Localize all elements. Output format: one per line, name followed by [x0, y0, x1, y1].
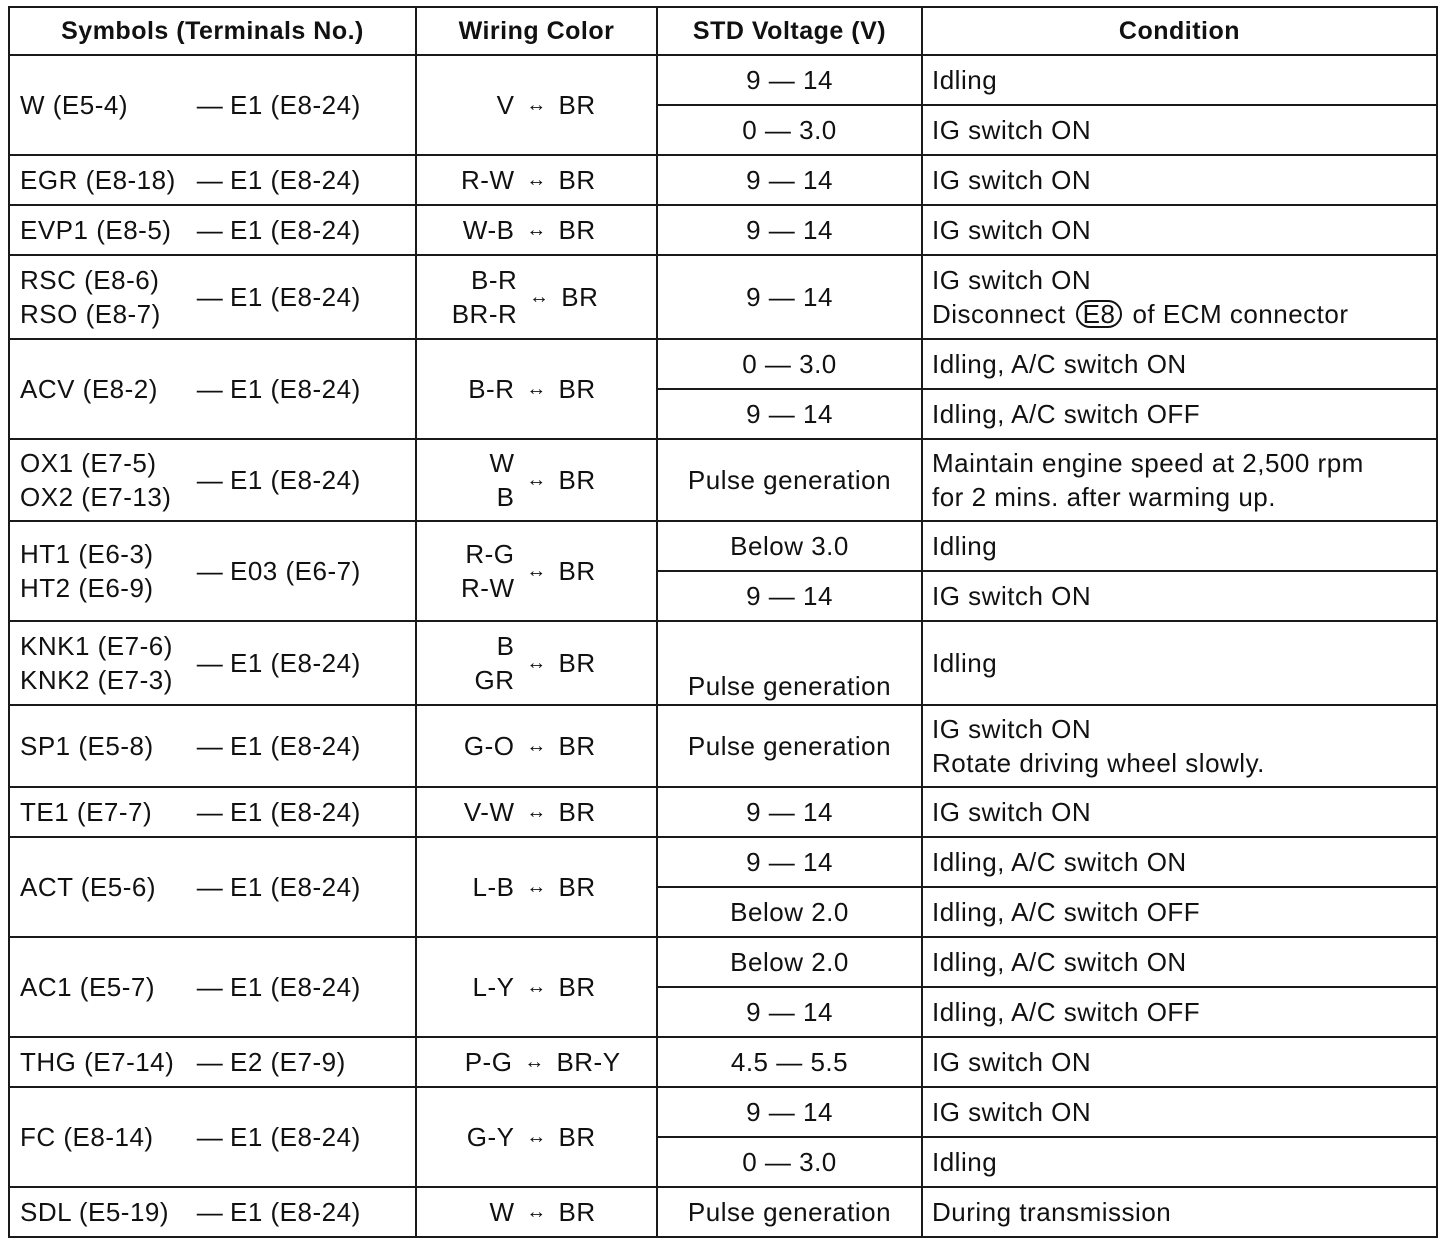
condition-text: IG switch ON	[932, 215, 1092, 245]
condition-text: IG switch ON	[932, 1097, 1092, 1127]
symbols-group	[20, 372, 415, 406]
std-voltage-cell: 9 — 14	[657, 837, 922, 887]
symbol-list	[20, 537, 190, 605]
ground-wire-color: BR	[558, 730, 596, 761]
std-voltage-cell: 9 — 14	[657, 1087, 922, 1137]
symbol-list	[20, 1120, 190, 1154]
ground-terminal: E1 (E8-24)	[230, 1121, 361, 1152]
bidirectional-arrow-icon: ↔	[524, 1050, 545, 1073]
ground-wire-color: BR	[558, 647, 596, 678]
condition-text: Idling	[932, 648, 998, 678]
wiring-cell	[416, 787, 657, 837]
wire-color: W-B	[462, 215, 515, 245]
symbol-list	[20, 372, 190, 406]
terminal-symbol: RSO (E8-7)	[20, 299, 161, 329]
std-voltage-cell: Below 3.0	[657, 521, 922, 571]
dash-separator: —	[196, 373, 224, 404]
ground-wire-color: BR	[558, 1196, 596, 1227]
condition-cell	[922, 55, 1437, 105]
wiring-cell	[416, 1087, 657, 1187]
symbol-list	[20, 263, 190, 331]
ground-wire-color: BR	[558, 464, 596, 495]
bidirectional-arrow-icon: ↔	[526, 651, 547, 674]
wire-colors	[455, 537, 515, 605]
wiring-cell	[416, 1037, 657, 1087]
std-voltage-cell: 9 — 14	[657, 205, 922, 255]
wiring-cell	[416, 621, 657, 705]
std-voltage-cell: 9 — 14	[657, 389, 922, 439]
symbol-list	[20, 970, 190, 1004]
wiring-cell	[416, 705, 657, 787]
wiring-group	[417, 870, 656, 904]
terminal-symbol: ACT (E5-6)	[20, 872, 156, 902]
bidirectional-arrow-icon: ↔	[526, 218, 547, 241]
dash-separator: —	[196, 464, 224, 495]
wire-color: W	[489, 448, 515, 478]
condition-text: Idling	[932, 531, 998, 561]
std-voltage-cell: 9 — 14	[657, 987, 922, 1037]
table-row	[9, 837, 1437, 887]
condition-cell	[922, 987, 1437, 1037]
wiring-group	[417, 795, 656, 829]
condition-text: Idling, A/C switch OFF	[932, 897, 1201, 927]
terminal-symbol: AC1 (E5-7)	[20, 972, 156, 1002]
std-voltage-cell: 9 — 14	[657, 787, 922, 837]
wiring-cell	[416, 255, 657, 339]
std-voltage-cell: 0 — 3.0	[657, 105, 922, 155]
condition-cell	[922, 1187, 1437, 1237]
wire-color: B	[496, 482, 515, 512]
header-symbols: Symbols (Terminals No.)	[9, 7, 416, 55]
wiring-group	[417, 1120, 656, 1154]
wiring-group	[417, 970, 656, 1004]
terminal-symbol: SDL (E5-19)	[20, 1197, 170, 1227]
condition-text: Idling	[932, 65, 998, 95]
condition-cell	[922, 205, 1437, 255]
wiring-group	[417, 163, 656, 197]
condition-text: IG switch ON	[932, 797, 1092, 827]
ground-terminal: E1 (E8-24)	[230, 971, 361, 1002]
wire-colors	[455, 372, 515, 406]
wire-colors	[455, 970, 515, 1004]
condition-cell	[922, 105, 1437, 155]
condition-cell	[922, 705, 1437, 787]
condition-text: IG switch ON	[932, 1047, 1092, 1077]
wiring-group	[417, 372, 656, 406]
wire-color: P-G	[464, 1047, 513, 1077]
table-row	[9, 705, 1437, 787]
symbols-cell	[9, 1087, 416, 1187]
condition-cell	[922, 339, 1437, 389]
wiring-group	[417, 629, 656, 697]
wire-colors	[455, 163, 515, 197]
symbols-group	[20, 870, 415, 904]
ground-wire-color: BR	[558, 164, 596, 195]
terminal-symbol: EGR (E8-18)	[20, 165, 176, 195]
condition-cell	[922, 389, 1437, 439]
bidirectional-arrow-icon: ↔	[526, 93, 547, 116]
ground-terminal: E1 (E8-24)	[230, 796, 361, 827]
table-row	[9, 155, 1437, 205]
ground-terminal: E1 (E8-24)	[230, 214, 361, 245]
wiring-cell	[416, 937, 657, 1037]
symbol-list	[20, 795, 190, 829]
condition-text: During transmission	[932, 1197, 1172, 1227]
table-row	[9, 521, 1437, 571]
condition-text: Idling, A/C switch OFF	[932, 997, 1201, 1027]
table-row	[9, 787, 1437, 837]
symbols-group	[20, 1195, 415, 1229]
wire-color: B	[496, 631, 515, 661]
terminal-symbol: KNK2 (E7-3)	[20, 665, 173, 695]
bidirectional-arrow-icon: ↔	[526, 1125, 547, 1148]
condition-text: Idling, A/C switch ON	[932, 847, 1187, 877]
symbols-group	[20, 729, 415, 763]
wire-colors	[455, 88, 515, 122]
condition-cell	[922, 255, 1437, 339]
condition-cell	[922, 155, 1437, 205]
symbols-cell	[9, 339, 416, 439]
bidirectional-arrow-icon: ↔	[526, 377, 547, 400]
terminal-symbol: SP1 (E5-8)	[20, 731, 154, 761]
condition-cell	[922, 621, 1437, 705]
wire-color: B-R	[471, 265, 518, 295]
table-row	[9, 205, 1437, 255]
wire-color: BR-R	[451, 299, 518, 329]
wiring-group	[417, 263, 656, 331]
wiring-cell	[416, 439, 657, 521]
note-prefix: Disconnect	[932, 299, 1066, 329]
symbols-cell	[9, 155, 416, 205]
wire-colors	[452, 1045, 512, 1079]
wire-color: V	[496, 90, 515, 120]
symbol-list	[20, 629, 190, 697]
header-row	[9, 7, 1437, 55]
condition-text: IG switch ON	[932, 714, 1092, 744]
symbols-group	[20, 1045, 415, 1079]
ground-wire-color: BR	[558, 796, 596, 827]
wire-colors	[455, 446, 515, 514]
std-voltage-cell: Pulse generation	[657, 705, 922, 787]
ground-terminal: E1 (E8-24)	[230, 373, 361, 404]
terminal-symbol: W (E5-4)	[20, 90, 128, 120]
condition-text: IG switch ON	[932, 115, 1092, 145]
symbols-cell	[9, 937, 416, 1037]
dash-separator: —	[196, 647, 224, 678]
dash-separator: —	[196, 730, 224, 761]
condition-cell	[922, 1137, 1437, 1187]
ground-wire-color: BR	[558, 871, 596, 902]
symbol-list	[20, 446, 190, 514]
std-voltage-cell: Pulse generation	[657, 621, 922, 705]
table-row	[9, 255, 1437, 339]
std-voltage-cell: 9 — 14	[657, 255, 922, 339]
symbol-list	[20, 163, 190, 197]
ecm-terminal-voltage-table	[8, 6, 1438, 1238]
wiring-group	[417, 729, 656, 763]
ground-terminal: E1 (E8-24)	[230, 164, 361, 195]
condition-text-line2: for 2 mins. after warming up.	[932, 482, 1276, 512]
ground-terminal: E1 (E8-24)	[230, 730, 361, 761]
condition-cell	[922, 837, 1437, 887]
wire-color: W	[489, 1197, 515, 1227]
wiring-cell	[416, 339, 657, 439]
ground-terminal: E1 (E8-24)	[230, 89, 361, 120]
ground-wire-color: BR	[558, 1121, 596, 1152]
connector-badge: E8	[1076, 300, 1123, 328]
dash-separator: —	[196, 1196, 224, 1227]
ground-wire-color: BR	[558, 214, 596, 245]
wiring-cell	[416, 205, 657, 255]
dash-separator: —	[196, 214, 224, 245]
terminal-symbol: EVP1 (E8-5)	[20, 215, 172, 245]
condition-text: IG switch ON	[932, 165, 1092, 195]
wire-color: L-B	[472, 872, 515, 902]
dash-separator: —	[196, 164, 224, 195]
ground-terminal: E1 (E8-24)	[230, 281, 361, 312]
symbols-cell	[9, 837, 416, 937]
wire-color: L-Y	[472, 972, 515, 1002]
wire-color: G-O	[463, 731, 515, 761]
std-voltage-cell: 9 — 14	[657, 155, 922, 205]
condition-text: Idling, A/C switch OFF	[932, 399, 1201, 429]
condition-cell	[922, 1087, 1437, 1137]
bidirectional-arrow-icon: ↔	[526, 875, 547, 898]
wiring-cell	[416, 155, 657, 205]
condition-cell	[922, 439, 1437, 521]
symbols-cell	[9, 439, 416, 521]
symbols-group	[20, 213, 415, 247]
symbols-group	[20, 537, 415, 605]
terminal-symbol: OX1 (E7-5)	[20, 448, 157, 478]
wiring-cell	[416, 1187, 657, 1237]
symbols-group	[20, 629, 415, 697]
symbols-cell	[9, 621, 416, 705]
ground-terminal: E03 (E6-7)	[230, 555, 361, 586]
terminal-symbol: HT1 (E6-3)	[20, 539, 154, 569]
condition-cell	[922, 521, 1437, 571]
condition-text: Maintain engine speed at 2,500 rpm	[932, 448, 1364, 478]
wiring-group	[417, 1045, 656, 1079]
table-row	[9, 339, 1437, 389]
wire-colors	[455, 870, 515, 904]
symbols-group	[20, 970, 415, 1004]
symbols-group	[20, 1120, 415, 1154]
wire-color: GR	[474, 665, 515, 695]
wiring-group	[417, 213, 656, 247]
header-std-voltage: STD Voltage (V)	[657, 7, 922, 55]
bidirectional-arrow-icon: ↔	[526, 168, 547, 191]
header-wiring-color: Wiring Color	[416, 7, 657, 55]
dash-separator: —	[196, 1121, 224, 1152]
wire-colors	[455, 795, 515, 829]
terminal-symbol: FC (E8-14)	[20, 1122, 154, 1152]
header-condition: Condition	[922, 7, 1437, 55]
ground-wire-color: BR	[558, 555, 596, 586]
condition-note	[932, 297, 1436, 331]
symbols-group	[20, 88, 415, 122]
std-voltage-cell: 9 — 14	[657, 55, 922, 105]
symbol-list	[20, 870, 190, 904]
bidirectional-arrow-icon: ↔	[526, 1200, 547, 1223]
ground-wire-color: BR-Y	[556, 1046, 621, 1077]
symbol-list	[20, 1045, 190, 1079]
terminal-symbol: KNK1 (E7-6)	[20, 631, 173, 661]
dash-separator: —	[196, 796, 224, 827]
wire-colors	[455, 729, 515, 763]
table-row	[9, 439, 1437, 521]
ground-terminal: E1 (E8-24)	[230, 464, 361, 495]
dash-separator: —	[196, 1046, 224, 1077]
table-row	[9, 55, 1437, 105]
ground-wire-color: BR	[558, 89, 596, 120]
condition-text-line2: Rotate driving wheel slowly.	[932, 748, 1265, 778]
ground-terminal: E1 (E8-24)	[230, 1196, 361, 1227]
symbols-cell	[9, 787, 416, 837]
symbols-cell	[9, 55, 416, 155]
terminal-symbol: THG (E7-14)	[20, 1047, 175, 1077]
wiring-group	[417, 537, 656, 605]
table-row	[9, 937, 1437, 987]
bidirectional-arrow-icon: ↔	[526, 734, 547, 757]
wiring-group	[417, 446, 656, 514]
condition-cell	[922, 1037, 1437, 1087]
symbols-group	[20, 263, 415, 331]
std-voltage-cell: Pulse generation	[657, 439, 922, 521]
ground-wire-color: BR	[561, 281, 599, 312]
std-voltage-cell: 0 — 3.0	[657, 339, 922, 389]
condition-text: IG switch ON	[932, 581, 1092, 611]
symbols-group	[20, 795, 415, 829]
symbols-cell	[9, 1187, 416, 1237]
dash-separator: —	[196, 971, 224, 1002]
std-voltage-cell: Below 2.0	[657, 887, 922, 937]
table-row	[9, 1087, 1437, 1137]
symbols-cell	[9, 205, 416, 255]
std-voltage-cell: 0 — 3.0	[657, 1137, 922, 1187]
wire-color: R-G	[465, 539, 515, 569]
ground-wire-color: BR	[558, 373, 596, 404]
symbols-group	[20, 163, 415, 197]
ground-terminal: E2 (E7-9)	[230, 1046, 346, 1077]
condition-text: IG switch ON	[932, 265, 1092, 295]
wire-color: B-R	[468, 374, 515, 404]
symbols-group	[20, 446, 415, 514]
ground-terminal: E1 (E8-24)	[230, 871, 361, 902]
wire-colors	[452, 263, 518, 331]
std-voltage-cell: Below 2.0	[657, 937, 922, 987]
condition-cell	[922, 571, 1437, 621]
std-voltage-cell: 4.5 — 5.5	[657, 1037, 922, 1087]
symbols-cell	[9, 1037, 416, 1087]
wire-color: G-Y	[466, 1122, 515, 1152]
dash-separator: —	[196, 871, 224, 902]
wiring-group	[417, 88, 656, 122]
symbols-cell	[9, 255, 416, 339]
condition-text: Idling	[932, 1147, 998, 1177]
symbol-list	[20, 729, 190, 763]
ground-wire-color: BR	[558, 971, 596, 1002]
wire-color: R-W	[461, 573, 515, 603]
dash-separator: —	[196, 555, 224, 586]
table-row	[9, 621, 1437, 705]
symbols-cell	[9, 705, 416, 787]
condition-cell	[922, 887, 1437, 937]
bidirectional-arrow-icon: ↔	[526, 468, 547, 491]
wiring-cell	[416, 521, 657, 621]
symbol-list	[20, 88, 190, 122]
bidirectional-arrow-icon: ↔	[526, 800, 547, 823]
dash-separator: —	[196, 89, 224, 120]
condition-cell	[922, 937, 1437, 987]
wiring-cell	[416, 55, 657, 155]
wiring-cell	[416, 837, 657, 937]
wire-color: R-W	[461, 165, 515, 195]
wire-colors	[455, 629, 515, 697]
symbol-list	[20, 1195, 190, 1229]
table-row	[9, 1037, 1437, 1087]
terminal-symbol: OX2 (E7-13)	[20, 482, 172, 512]
bidirectional-arrow-icon: ↔	[526, 975, 547, 998]
ground-terminal: E1 (E8-24)	[230, 647, 361, 678]
wire-color: V-W	[463, 797, 515, 827]
symbol-list	[20, 213, 190, 247]
std-voltage-cell: 9 — 14	[657, 571, 922, 621]
condition-text: Idling, A/C switch ON	[932, 349, 1187, 379]
terminal-symbol: ACV (E8-2)	[20, 374, 158, 404]
dash-separator: —	[196, 281, 224, 312]
wire-colors	[455, 1195, 515, 1229]
terminal-symbol: RSC (E8-6)	[20, 265, 160, 295]
terminal-symbol: HT2 (E6-9)	[20, 573, 154, 603]
wire-colors	[455, 1120, 515, 1154]
bidirectional-arrow-icon: ↔	[526, 559, 547, 582]
bidirectional-arrow-icon: ↔	[529, 285, 550, 308]
wire-colors	[455, 213, 515, 247]
std-voltage-cell: Pulse generation	[657, 1187, 922, 1237]
condition-cell	[922, 787, 1437, 837]
note-suffix: of ECM connector	[1132, 299, 1349, 329]
condition-text: Idling, A/C switch ON	[932, 947, 1187, 977]
table-row	[9, 1187, 1437, 1237]
wiring-group	[417, 1195, 656, 1229]
symbols-cell	[9, 521, 416, 621]
terminal-symbol: TE1 (E7-7)	[20, 797, 153, 827]
table-body	[9, 55, 1437, 1237]
